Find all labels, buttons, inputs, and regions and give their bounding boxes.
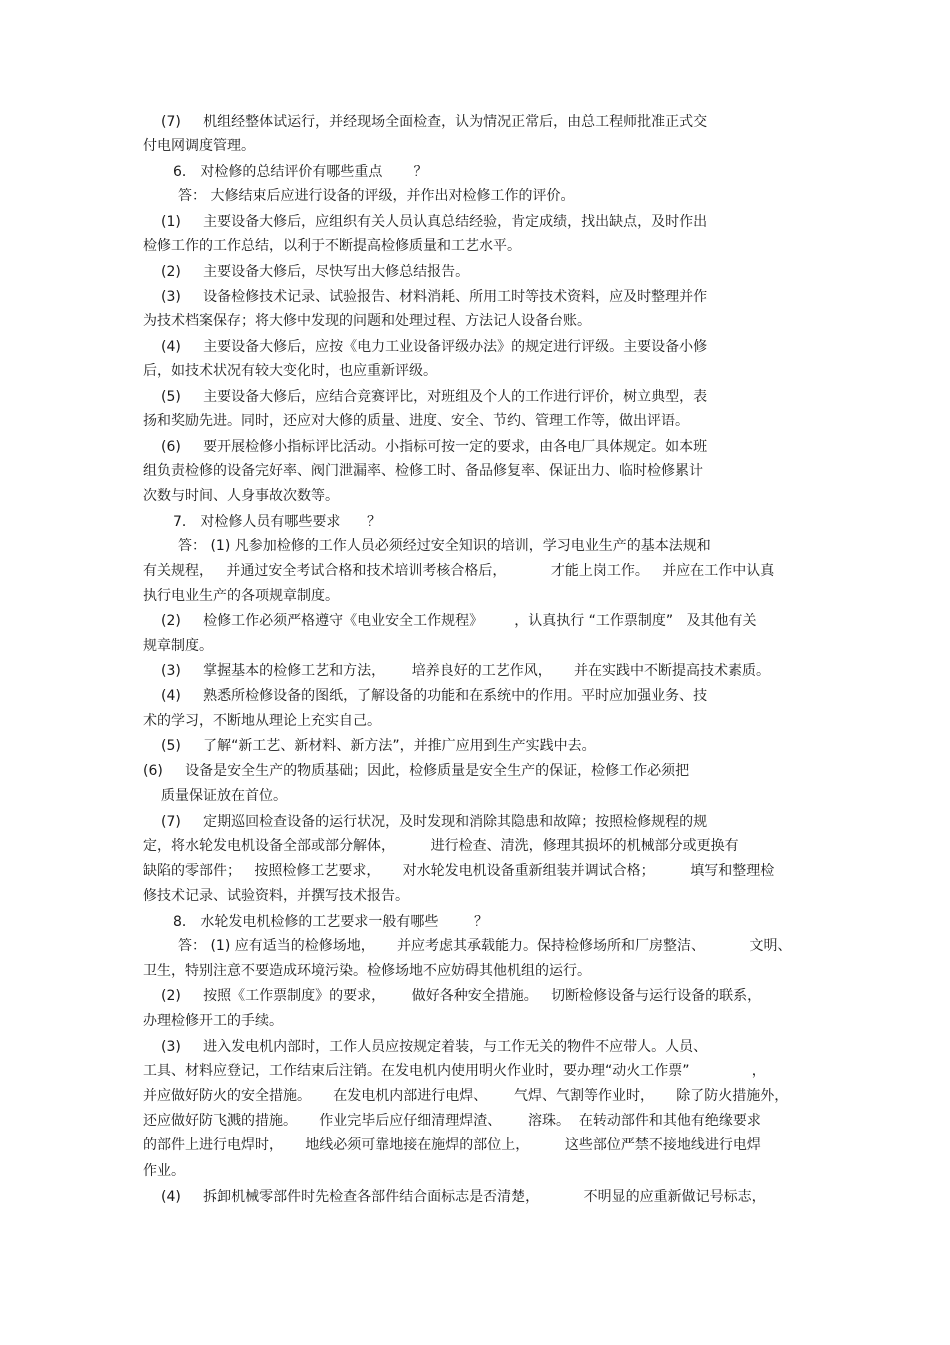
text-line: (4) 主要设备大修后，应按《电力工业设备评级办法》的规定进行评级。主要设备小修	[161, 339, 708, 355]
text-line: 术的学习，不断地从理论上充实自己。	[143, 713, 381, 729]
text-line: 的部件上进行电焊时， 地线必须可靠地接在施焊的部位上， 这些部位严禁不接地线进行电焊	[143, 1137, 761, 1153]
text-line: 质量保证放在首位。	[161, 788, 287, 804]
text-line: (7) 机组经整体试运行，并经现场全面检查，认为情况正常后，由总工程师批准正式交	[161, 114, 708, 130]
text-line: 答： 大修结束后应进行设备的评级，并作出对检修工作的评价。	[178, 188, 575, 204]
text-line: (4) 熟悉所检修设备的图纸，了解设备的功能和在系统中的作用。平时应加强业务、技	[161, 688, 708, 704]
text-line: (4) 拆卸机械零部件时先检查各部件结合面标志是否清楚， 不明显的应重新做记号标志，	[161, 1189, 766, 1205]
text-line: 缺陷的零部件； 按照检修工艺要求， 对水轮发电机设备重新组装并调试合格； 填写和整理检	[143, 863, 775, 879]
text-line: 规章制度。	[143, 638, 213, 654]
text-line: 还应做好防飞溅的措施。 作业完毕后应仔细清理焊渣、 溶珠。 在转动部件和其他有绝缘要求	[143, 1113, 761, 1129]
text-line: (5) 主要设备大修后，应结合竞赛评比，对班组及个人的工作进行评价，树立典型，表	[161, 389, 708, 405]
text-line: 作业。	[143, 1163, 185, 1179]
text-line: 卫生，特别注意不要造成环境污染。检修场地不应妨碍其他机组的运行。	[143, 963, 591, 979]
text-line: 办理检修开工的手续。	[143, 1013, 283, 1029]
text-line: (2) 按照《工作票制度》的要求， 做好各种安全措施。 切断检修设备与运行设备的联系，	[161, 988, 762, 1004]
text-line: (6) 设备是安全生产的物质基础；因此，检修质量是安全生产的保证，检修工作必须把	[143, 763, 690, 779]
text-line: (6) 要开展检修小指标评比活动。小指标可按一定的要求，由各电厂具体规定。如本班	[161, 439, 708, 455]
text-line: (2) 主要设备大修后，尽快写出大修总结报告。	[161, 264, 470, 280]
text-line: 执行电业生产的各项规章制度。	[143, 588, 339, 604]
text-line: 付电网调度管理。	[143, 138, 255, 154]
text-line: (3) 掌握基本的检修工艺和方法， 培养良好的工艺作风， 并在实践中不断提高技术素质。	[161, 663, 771, 679]
text-line: 7． 对检修人员有哪些要求 ？	[173, 514, 382, 530]
text-line: 6． 对检修的总结评价有哪些重点 ？	[173, 164, 428, 180]
text-line: 并应做好防火的安全措施。 在发电机内部进行电焊、 气焊、气割等作业时， 除了防火措施外，	[143, 1088, 789, 1104]
text-line: 有关规程， 并通过安全考试合格和技术培训考核合格后， 才能上岗工作。 并应在工作中认真	[143, 563, 775, 579]
text-line: 8． 水轮发电机检修的工艺要求一般有哪些 ？	[173, 914, 488, 930]
text-line: (1) 主要设备大修后，应组织有关人员认真总结经验，肯定成绩，找出缺点，及时作出	[161, 214, 708, 230]
text-line: (7) 定期巡回检查设备的运行状况，及时发现和消除其隐患和故障；按照检修规程的规	[161, 814, 708, 830]
text-line: (2) 检修工作必须严格遵守《电业安全工作规程》 ，认真执行 “工作票制度” 及其他有关	[161, 613, 757, 629]
text-line: 工具、材料应登记，工作结束后注销。在发电机内使用明火作业时，要办理“动火工作票” ，	[143, 1063, 766, 1079]
text-line: 答： (1) 应有适当的检修场地， 并应考虑其承载能力。保持检修场所和厂房整洁、 文明、	[178, 938, 792, 954]
text-line: (3) 进入发电机内部时，工作人员应按规定着装，与工作无关的物件不应带人。人员、	[161, 1039, 708, 1055]
text-line: (5) 了解“新工艺、新材料、新方法”，并推广应用到生产实践中去。	[161, 738, 596, 754]
text-line: 为技术档案保存；将大修中发现的问题和处理过程、方法记人设备台账。	[143, 313, 591, 329]
text-line: 修技术记录、试验资料，并撰写技术报告。	[143, 888, 409, 904]
text-line: 检修工作的工作总结，以利于不断提高检修质量和工艺水平。	[143, 238, 521, 254]
text-line: 次数与时间、人身事故次数等。	[143, 488, 339, 504]
text-line: 答： (1) 凡参加检修的工作人员必须经过安全知识的培训，学习电业生产的基本法规和	[178, 538, 711, 554]
text-line: 扬和奖励先进。同时，还应对大修的质量、进度、安全、节约、管理工作等，做出评语。	[143, 413, 689, 429]
text-line: 定，将水轮发电机设备全部或部分解体， 进行检查、清洗，修理其损坏的机械部分或更换有	[143, 838, 739, 854]
text-line: (3) 设备检修技术记录、试验报告、材料消耗、所用工时等技术资料，应及时整理并作	[161, 289, 708, 305]
text-line: 后，如技术状况有较大变化时，也应重新评级。	[143, 363, 437, 379]
text-line: 组负责检修的设备完好率、阀门泄漏率、检修工时、备品修复率、保证出力、临时检修累计	[143, 463, 703, 479]
